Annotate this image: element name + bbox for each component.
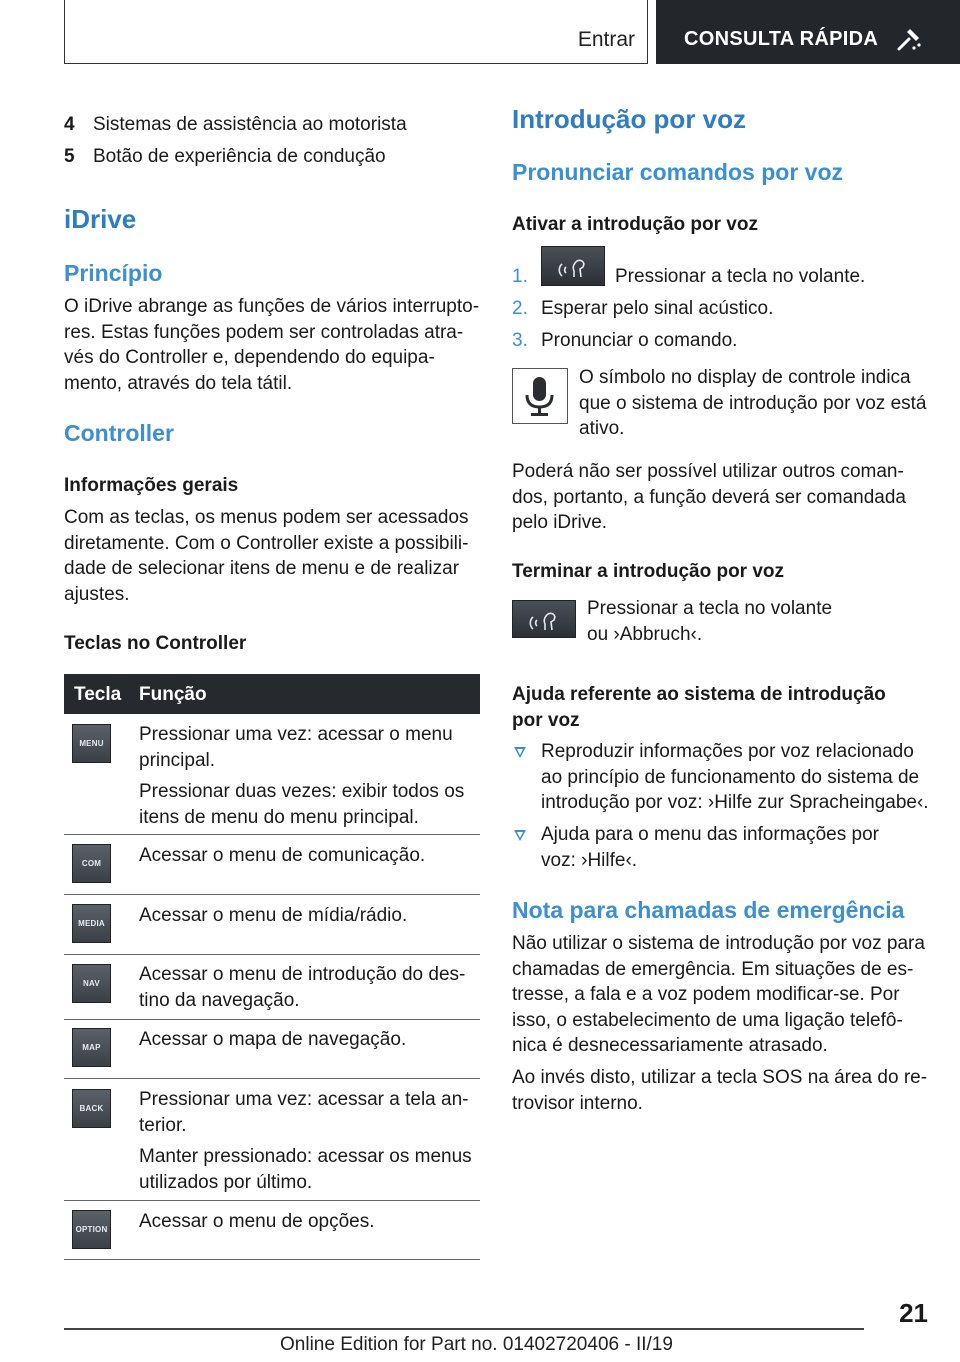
quick-reference-tab[interactable] <box>656 0 960 64</box>
heading-introducao-voz: Introdução por voz <box>512 104 746 134</box>
step-text: Pressionar a tecla no volante. <box>615 266 866 287</box>
row-divider <box>64 834 480 835</box>
page-number: 21 <box>899 1298 928 1328</box>
table-row: Acessar o menu de opções. <box>139 1211 375 1232</box>
step-number: 1. <box>512 266 528 287</box>
option-key-icon: OPTION <box>72 1210 111 1249</box>
heading-pronunciar: Pronunciar comandos por voz <box>512 159 843 185</box>
voice-button-icon <box>541 246 605 286</box>
step-number: 3. <box>512 330 528 351</box>
footer-edition: Online Edition for Part no. 01402720406 - II/19 <box>280 1334 673 1355</box>
table-row: Acessar o menu de introdução do des- tino da navegação. <box>139 964 466 1011</box>
nota-paragraph: Não utilizar o sistema de introdução por voz para chamadas de emergência. Em situações de es- tresse, a fala e a voz podem modificar-se. Por isso, o estabelecimento de uma ligação telefô- nica é desnecessariamente atrasado. <box>512 933 925 1056</box>
bullet-triangle-icon <box>514 830 526 841</box>
bullet-triangle-icon <box>514 747 526 758</box>
table-row: Acessar o menu de mídia/rádio. <box>139 905 408 926</box>
step-text: Esperar pelo sinal acústico. <box>541 298 774 319</box>
list-item: 5 Botão de experiência de condução <box>64 146 386 167</box>
row-divider <box>64 1200 480 1201</box>
table-header <box>64 674 480 714</box>
heading-terminar: Terminar a introdução por voz <box>512 561 785 582</box>
table-row: Pressionar uma vez: acessar a tela an- terior. Manter pressionado: acessar os menus utilizados por último. <box>139 1089 472 1193</box>
entrar-link[interactable]: Entrar <box>577 28 635 51</box>
heading-principio: Princípio <box>64 260 163 286</box>
back-key-icon: BACK <box>72 1089 111 1128</box>
step-text: Pronunciar o comando. <box>541 330 738 351</box>
speech-icon <box>513 601 577 639</box>
row-divider <box>64 894 480 895</box>
map-key-icon: MAP <box>72 1028 111 1067</box>
column-header-key: Tecla <box>74 684 122 705</box>
heading-nota-emergencia: Nota para chamadas de emergência <box>512 897 905 923</box>
voice-button-icon <box>512 600 576 638</box>
ao-inves-paragraph: Ao invés disto, utilizar a tecla SOS na área do re- trovisor interno. <box>512 1067 928 1114</box>
table-row: Acessar o mapa de navegação. <box>139 1029 407 1050</box>
heading-idrive: iDrive <box>64 204 137 234</box>
table-row: Acessar o menu de comunicação. <box>139 845 426 866</box>
column-header-function: Função <box>139 684 207 705</box>
heading-teclas: Teclas no Controller <box>64 633 247 654</box>
principio-paragraph: O iDrive abrange as funções de vários interrupto- res. Estas funções podem ser controladas atra- vés do Controller e, dependendo do equipa- mento, através do tela tátil. <box>64 296 480 394</box>
nav-key-icon: NAV <box>72 964 111 1003</box>
mic-description: O símbolo no display de controle indica que o sistema de introdução por voz está ativo. <box>579 367 927 439</box>
list-item: Reproduzir informações por voz relacionado ao princípio de funcionamento do sistema de introdução por voz: ›Hilfe zur Spracheingabe‹. <box>541 741 929 813</box>
quick-reference-label: CONSULTA RÁPIDA <box>684 28 879 50</box>
speech-icon <box>542 247 606 287</box>
row-divider <box>64 1259 480 1260</box>
row-divider <box>64 954 480 955</box>
heading-controller: Controller <box>64 420 174 446</box>
microphone-icon <box>512 368 568 424</box>
row-divider <box>64 1078 480 1079</box>
terminar-text: Pressionar a tecla no volante ou ›Abbruch‹. <box>587 598 833 645</box>
com-key-icon: COM <box>72 844 111 883</box>
heading-ajuda: Ajuda referente ao sistema de introdução por voz <box>512 684 886 731</box>
menu-key-icon: MENU <box>72 724 111 763</box>
wrench-icon <box>896 26 922 52</box>
header-left-box <box>64 0 648 64</box>
info-paragraph: Com as teclas, os menus podem ser acessados diretamente. Com o Controller existe a possibili- dade de selecionar itens de menu e de realizar ajustes. <box>64 507 469 605</box>
heading-informacoes-gerais: Informações gerais <box>64 475 239 496</box>
table-row: Pressionar uma vez: acessar o menu principal. Pressionar duas vezes: exibir todos os itens de menu do menu principal. <box>139 724 465 828</box>
row-divider <box>64 1019 480 1020</box>
heading-ativar: Ativar a introdução por voz <box>512 214 758 235</box>
media-key-icon: MEDIA <box>72 904 111 943</box>
list-item: 4 Sistemas de assistência ao motorista <box>64 114 407 135</box>
step-number: 2. <box>512 298 528 319</box>
list-item: Ajuda para o menu das informações por voz: ›Hilfe‹. <box>541 824 879 871</box>
footer-divider <box>64 1328 864 1330</box>
podera-paragraph: Poderá não ser possível utilizar outros coman- dos, portanto, a função deverá ser comandada pelo iDrive. <box>512 461 906 533</box>
